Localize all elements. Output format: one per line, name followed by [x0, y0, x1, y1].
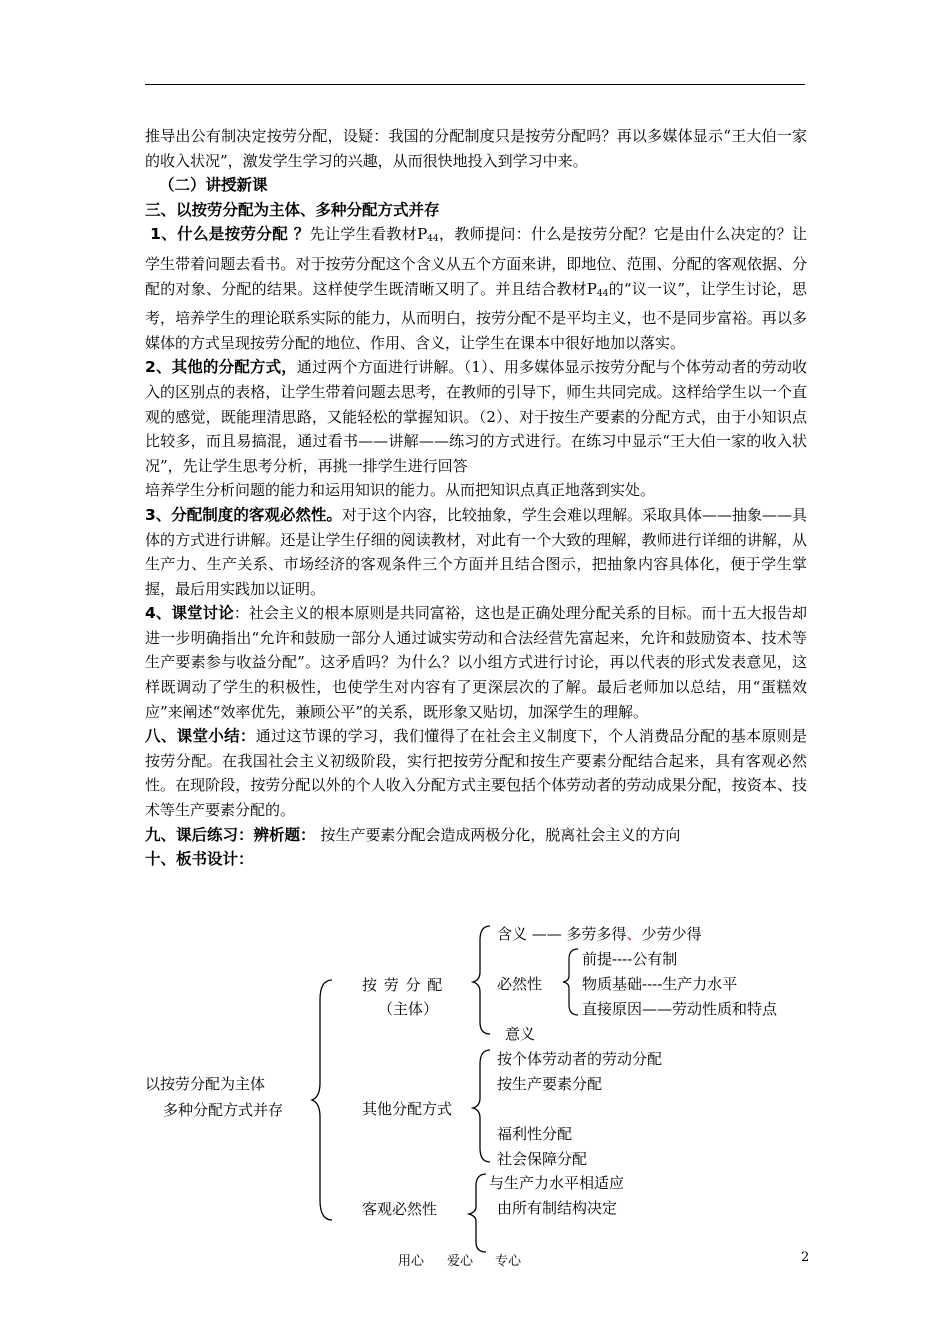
item2-tail: 培养学生分析问题的能力和运用知识的能力。从而把知识点真正地落到实处。: [145, 481, 656, 500]
board-significance: 意义: [505, 1025, 536, 1043]
item1-text-a: 先让学生看教材P: [309, 225, 428, 244]
necessity-brace: [560, 945, 582, 1019]
item1-text-c: 的“议一议”，让学生讨论，思考，培养学生的理论联系实际的能力，从而明白，按劳分配不是平均主义，也不是同步富裕。再以多媒体的方式呈现按劳分配的地位、作用、含义，让学生在课本中很好地加以落实。: [145, 279, 807, 352]
footer-motto-2: 爱心: [447, 1254, 474, 1269]
section-teach-heading: （二）讲授新课: [159, 176, 268, 195]
objective-brace: [466, 1170, 490, 1256]
board-main-sub: （主体）: [378, 1000, 439, 1018]
document-body: [145, 124, 807, 872]
board-necessity-1: 前提----公有制: [582, 950, 678, 968]
intro-paragraph: 推导出公有制决定按劳分配，设疑：我国的分配制度只是按劳分配吗？再以多媒体显示“王大伯一家的收入状况”，激发学生学习的兴趣，从而很快地投入到学习中来。: [145, 127, 807, 170]
item1-heading: 1、什么是按劳分配 ？: [150, 225, 310, 244]
item4-paragraph: [145, 601, 807, 724]
section8-paragraph: [145, 724, 807, 822]
meaning-tail: 少劳少得: [641, 925, 702, 943]
section8-text: 通过这节课的学习，我们懂得了在社会主义制度下，个人消费品分配的基本原则是按劳分配。在我国社会主义初级阶段，实行把按劳分配和按生产要素分配结合起来，具有客观必然性。在现阶段，按劳分配以外的个人收入分配方式主要包括个体劳动者的劳动成果分配，按资本、技术等生产要素分配的。: [145, 727, 807, 820]
footer-motto-3: 专心: [495, 1254, 522, 1269]
board-other-2: 按生产要素分配: [497, 1075, 603, 1093]
section-three-heading: 三、以按劳分配为主体、多种分配方式并存: [145, 200, 440, 219]
other-brace: [470, 1046, 494, 1166]
page-number: 2: [801, 1250, 810, 1265]
meaning-separator: 、: [626, 925, 642, 943]
section10-heading: 十、板书设计：: [145, 850, 254, 869]
board-other-1: 按个体劳动者的劳动分配: [497, 1050, 663, 1068]
item2-heading: 2、其他的分配方式，: [145, 358, 297, 377]
item1-paragraph: [145, 222, 807, 355]
header-rule: [145, 84, 805, 85]
section9-label: 辨析题：: [253, 825, 316, 844]
item4-heading: 4、课堂讨论: [145, 604, 234, 623]
section9-text: 按生产要素分配会造成两极分化，脱离社会主义的方向: [320, 825, 681, 844]
item2-paragraph: [145, 355, 807, 478]
root-brace: [310, 975, 340, 1225]
board-necessity-3: 直接原因——劳动性质和特点: [582, 1000, 778, 1018]
item1-subscript-2: 44: [596, 288, 609, 299]
board-objective-2: 由所有制结构决定: [497, 1199, 618, 1217]
item2-text: 通过两个方面进行讲解。（1）、用多媒体显示按劳分配与个体劳动者的劳动收入的区别点的表格，让学生带着问题去思考，在教师的引导下，师生共同完成。这样给学生以一个直观的感觉，既能理清思路，又能轻松的掌握知识。（2）、对于按生产要素的分配方式，由于小知识点比较多，而且易搞混，通过看书——讲解——练习的方式进行。在练习中显示“王大伯一家的收入状况”，先让学生思考分析，再挑一排学生进行回答: [145, 358, 807, 475]
section8-heading: 八、课堂小结：: [145, 727, 256, 746]
board-other-3: 福利性分配: [497, 1125, 573, 1143]
item4-text: ：社会主义的根本原则是共同富裕，这也是正确处理分配关系的目标。而十五大报告却进一步明确指出“允许和鼓励一部分人通过诚实劳动和合法经营先富起来，允许和鼓励资本、技术等生产要素参与收益分配”。这矛盾吗？为什么？以小组方式进行讨论，再以代表的形式发表意见，这样既调动了学生的积极性，也使学生对内容有了更深层次的了解。最后老师加以总结，用“蛋糕效应”来阐述“效率优先，兼顾公平”的关系，既形象又贴切，加深学生的理解。: [145, 604, 807, 721]
item3-text: 对于这个内容，比较抽象，学生会难以理解。采取具体——抽象——具体的方式进行讲解。还是让学生仔细的阅读教材，对此有一个大致的理解，教师进行详细的讲解，从生产力、生产关系、市场经济的客观条件三个方面并且结合图示，把抽象内容具体化，便于学生掌握，最后用实践加以证明。: [145, 505, 807, 598]
item3-paragraph: [145, 503, 807, 601]
board-root-line1: 以按劳分配为主体: [145, 1075, 266, 1093]
board-necessity-2: 物质基础----生产力水平: [582, 975, 738, 993]
board-objective: 客观必然性: [362, 1200, 438, 1218]
board-other: 其他分配方式: [362, 1100, 453, 1118]
board-necessity: 必然性: [497, 975, 543, 993]
item1-text-b: ，教师提问：什么是按劳分配？它是由什么决定的？让学生带着问题去看书。对于按劳分配这个含义从五个方面来讲，即地位、范围、分配的客观依据、分配的对象、分配的结果。这样使学生既清晰又明了。并且结合教材P: [145, 225, 807, 298]
section9-paragraph: [145, 823, 807, 848]
board-root-line2: 多种分配方式并存: [163, 1101, 284, 1119]
footer-motto-1: 用心: [398, 1254, 425, 1269]
board-objective-1: 与生产力水平相适应: [489, 1174, 625, 1192]
meaning-label: 含义 —— 多劳多得: [497, 925, 627, 943]
item1-subscript: 44: [427, 234, 439, 245]
main-brace: [470, 922, 494, 1038]
section9-heading: 九、课后练习：: [145, 825, 254, 844]
item3-heading: 3、分配制度的客观必然性。: [145, 505, 342, 524]
board-meaning: [497, 923, 702, 944]
board-other-4: 社会保障分配: [497, 1150, 588, 1168]
board-main: 按 劳 分 配: [362, 976, 444, 994]
